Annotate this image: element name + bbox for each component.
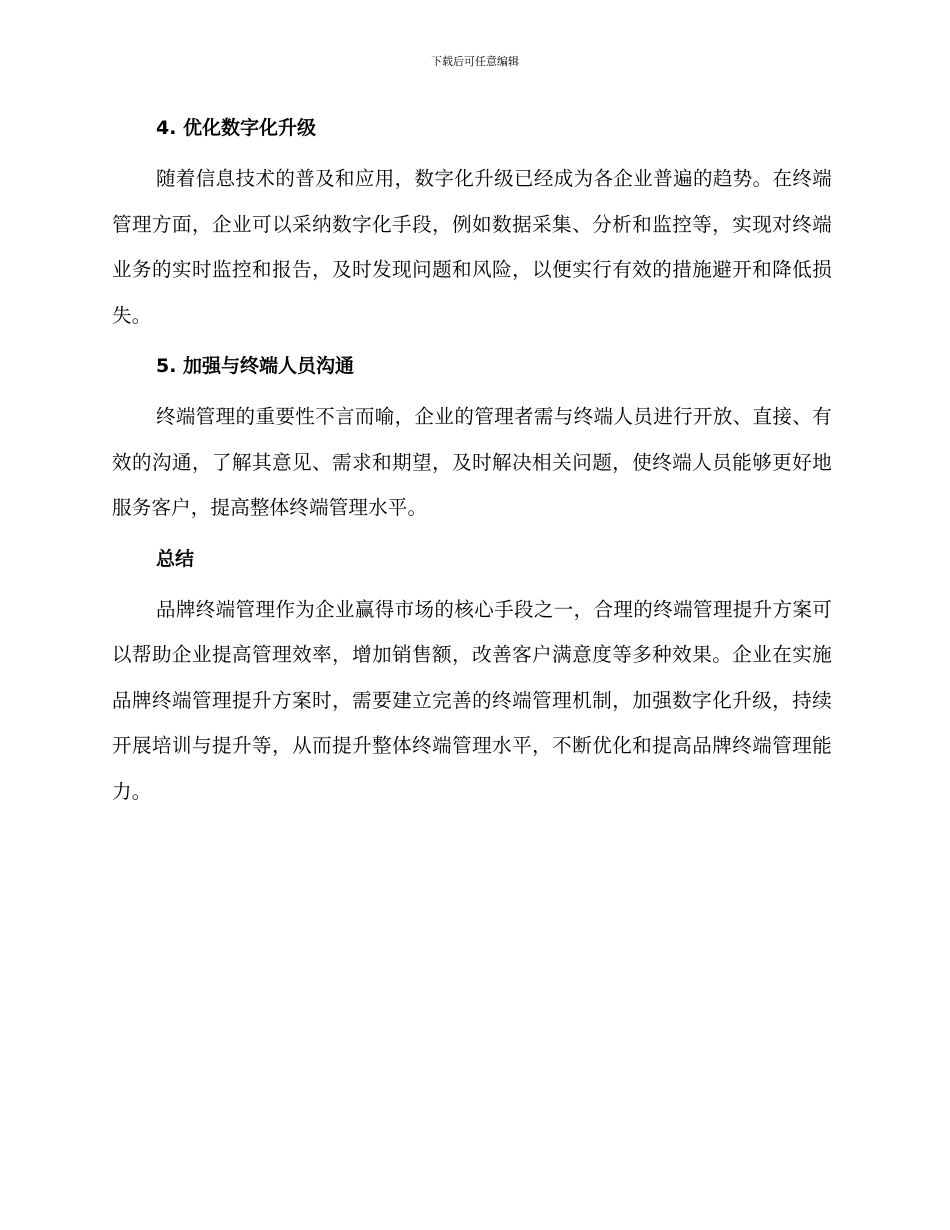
section-communication — [112, 348, 832, 531]
section-paragraph: 终端管理的重要性不言而喻，企业的管理者需与终端人员进行开放、直接、有效的沟通，了解其意见、需求和期望，及时解决相关问题，使终端人员能够更好地服务客户，提高整体终端管理水平。 — [112, 405, 832, 519]
section-paragraph: 随着信息技术的普及和应用，数字化升级已经成为各企业普遍的趋势。在终端管理方面，企业可以采纳数字化手段，例如数据采集、分析和监控等，实现对终端业务的实时监控和报告，及时发现问题和风险，以便实行有效的措施避开和降低损失。 — [112, 167, 832, 327]
document-body — [112, 110, 832, 824]
section-summary — [112, 541, 832, 815]
section-heading: 4. 优化数字化升级 — [156, 117, 317, 139]
section-digital-upgrade — [112, 110, 832, 338]
section-heading: 5. 加强与终端人员沟通 — [156, 355, 355, 377]
page-header: 下载后可任意编辑 — [431, 55, 519, 68]
section-heading: 总结 — [156, 547, 195, 570]
section-paragraph: 品牌终端管理作为企业赢得市场的核心手段之一，合理的终端管理提升方案可以帮助企业提高管理效率，增加销售额，改善客户满意度等多种效果。企业在实施品牌终端管理提升方案时，需要建立完善的终端管理机制，加强数字化升级，持续开展培训与提升等，从而提升整体终端管理水平，不断优化和提高品牌终端管理能力。 — [112, 597, 832, 803]
